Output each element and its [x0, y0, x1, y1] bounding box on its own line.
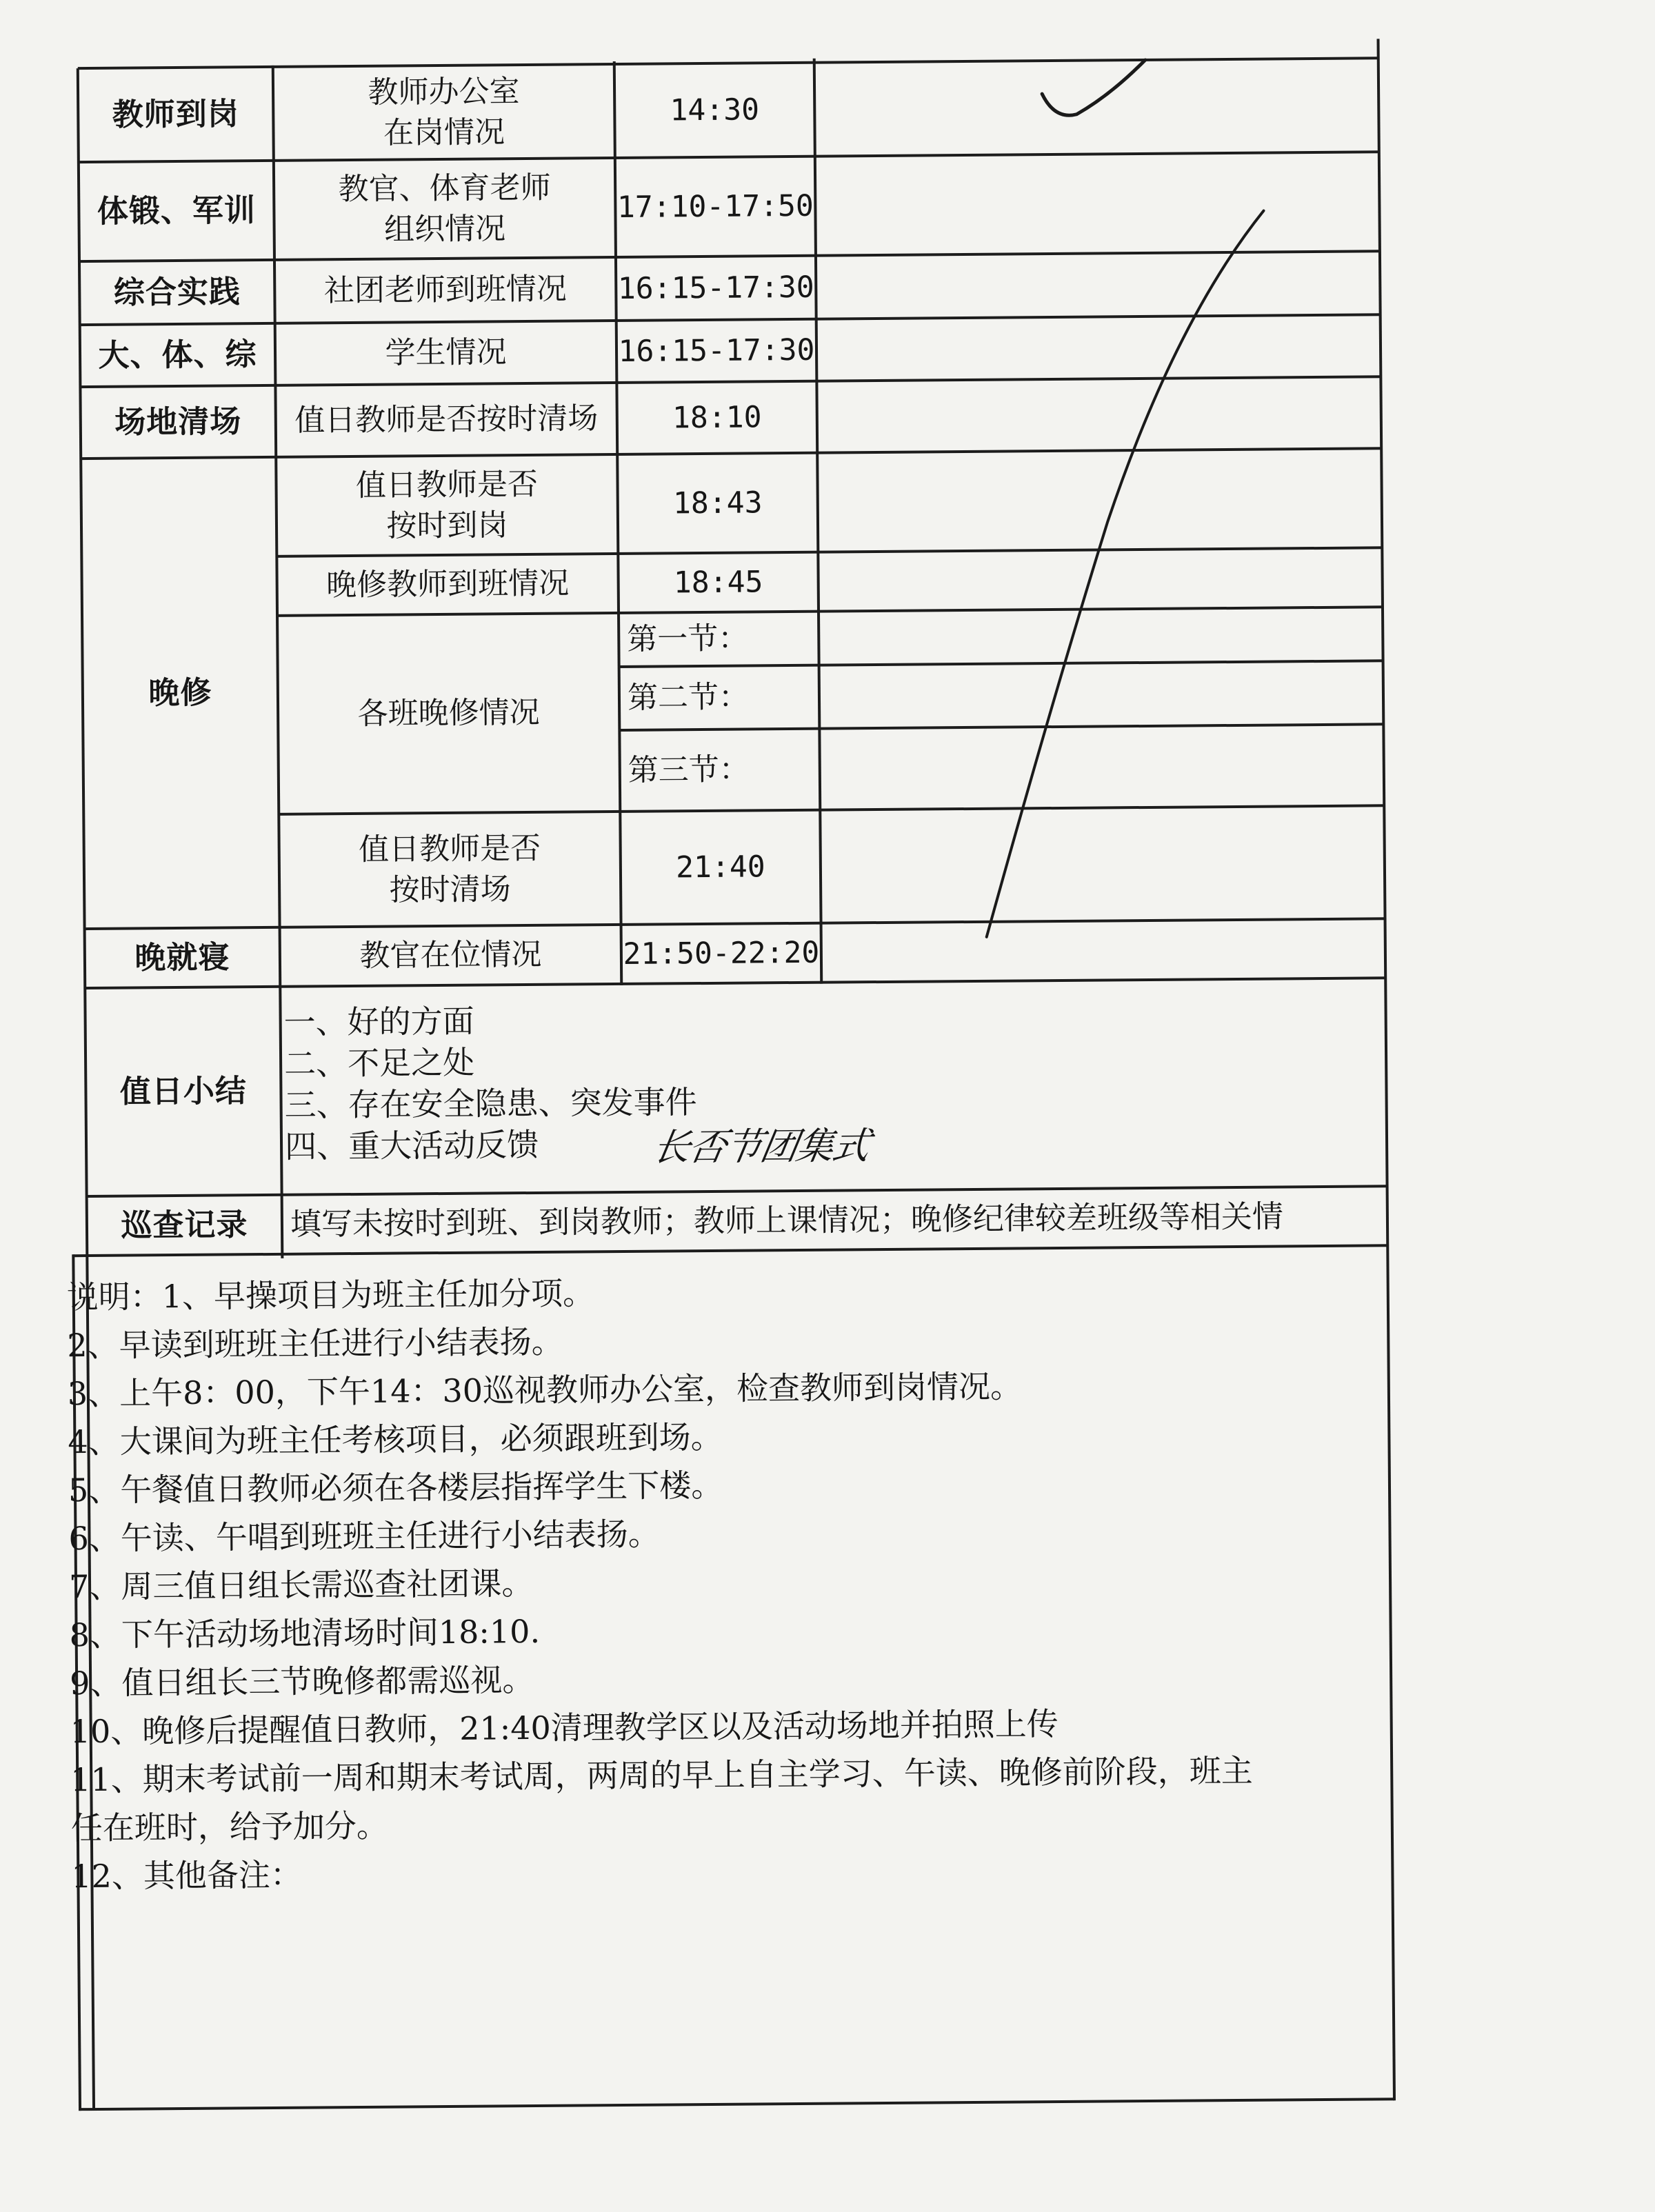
- item-duty-teacher-clear: 值日教师是否按时清场: [294, 401, 599, 439]
- table-border-right: [1377, 39, 1396, 2100]
- handwritten-feedback: 长否节团集式: [649, 1123, 872, 1169]
- time-evening-teacher: 18:45: [673, 565, 763, 601]
- note-line: 3、上午8：00，下午14：30巡视教师办公室，检查教师到岗情况。: [67, 1367, 1023, 1413]
- period-first: 第一节：: [627, 621, 749, 658]
- note-line: 说明：1、早操项目为班主任加分项。: [66, 1274, 595, 1316]
- note-line: 任在班时，给予加分。: [70, 1807, 389, 1847]
- category-patrol-record: 巡查记录: [121, 1205, 248, 1244]
- time-teacher-arrival: 14:30: [670, 92, 760, 128]
- note-line: 11、期末考试前一周和期末考试周，两周的早上自主学习、午读、晚修前阶段，班主: [70, 1751, 1253, 1799]
- diagonal-slash-icon: [967, 197, 1290, 944]
- summary-line: 一、好的方面: [283, 1002, 474, 1041]
- note-line: 8、下午活动场地清场时间18:10.: [69, 1612, 541, 1654]
- category-venue-clearing: 场地清场: [114, 402, 242, 441]
- note-line: 9、值日组长三节晚修都需巡视。: [69, 1660, 534, 1702]
- time-big-break-pe: 16:15-17:30: [618, 332, 815, 369]
- table-border-bottom: [80, 2098, 1394, 2111]
- item-line: 教官、体育老师: [338, 170, 551, 207]
- time-exercise-training: 17:10-17:50: [616, 188, 814, 225]
- patrol-instructions: 填写未按时到班、到岗教师；教师上课情况；晚修纪律较差班级等相关情: [290, 1198, 1284, 1243]
- item-evening-clear: [280, 813, 619, 926]
- time-evening-clear: 21:40: [675, 849, 765, 885]
- period-third: 第三节：: [628, 752, 750, 789]
- item-teacher-office: [274, 66, 614, 159]
- item-line: 值日教师是否: [355, 466, 539, 503]
- item-line: 按时清场: [389, 872, 511, 908]
- note-line: 5、午餐值日教师必须在各楼层指挥学生下楼。: [68, 1466, 723, 1509]
- summary-line: 二、不足之处: [283, 1043, 475, 1083]
- category-duty-summary: 值日小结: [119, 1072, 248, 1110]
- item-club-teacher: 社团老师到班情况: [323, 271, 568, 309]
- period-second: 第二节：: [627, 679, 750, 716]
- category-evening-study: 晚修: [148, 674, 212, 711]
- category-comprehensive-practice: 综合实践: [113, 272, 241, 311]
- item-line: 教师办公室: [368, 73, 520, 110]
- note-line: 12、其他备注：: [71, 1856, 303, 1896]
- item-line: 按时到岗: [386, 507, 508, 544]
- item-line: 在岗情况: [383, 114, 505, 151]
- time-comprehensive-practice: 16:15-17:30: [617, 270, 814, 306]
- category-exercise-training: 体锻、军训: [97, 191, 257, 230]
- time-bedtime: 21:50-22:20: [623, 935, 820, 972]
- item-line: 组织情况: [383, 211, 506, 248]
- category-big-break-pe: 大、体、综: [98, 335, 257, 374]
- item-evening-arrival: [277, 456, 616, 555]
- note-line: 4、大课间为班主任考核项目，必须跟班到场。: [68, 1418, 723, 1461]
- note-line: 2、早读到班班主任进行小结表扬。: [67, 1323, 563, 1365]
- note-line: 10、晚修后提醒值日教师，21:40清理教学区以及活动场地并拍照上传: [70, 1705, 1059, 1751]
- note-line: 6、午读、午唱到班班主任进行小结表扬。: [68, 1515, 660, 1558]
- summary-line: 四、重大活动反馈: [284, 1125, 539, 1165]
- category-teacher-arrival: 教师到岗: [112, 94, 240, 133]
- item-line: 值日教师是否: [358, 830, 541, 867]
- item-instructor-presence: 教官在位情况: [359, 937, 542, 974]
- check-mark-icon: [1035, 53, 1160, 130]
- time-evening-arrival: 18:43: [672, 485, 763, 521]
- note-line: 7、周三值日组长需巡查社团课。: [68, 1564, 534, 1606]
- item-evening-teacher: 晚修教师到班情况: [325, 565, 570, 603]
- summary-line: 三、存在安全隐患、突发事件: [284, 1083, 697, 1124]
- category-bedtime: 晚就寝: [134, 938, 230, 976]
- item-student-status: 学生情况: [385, 334, 507, 371]
- item-instructor-organization: [275, 159, 614, 259]
- time-venue-clearing: 18:10: [672, 400, 762, 436]
- item-class-evening-status: 各班晚修情况: [357, 695, 540, 732]
